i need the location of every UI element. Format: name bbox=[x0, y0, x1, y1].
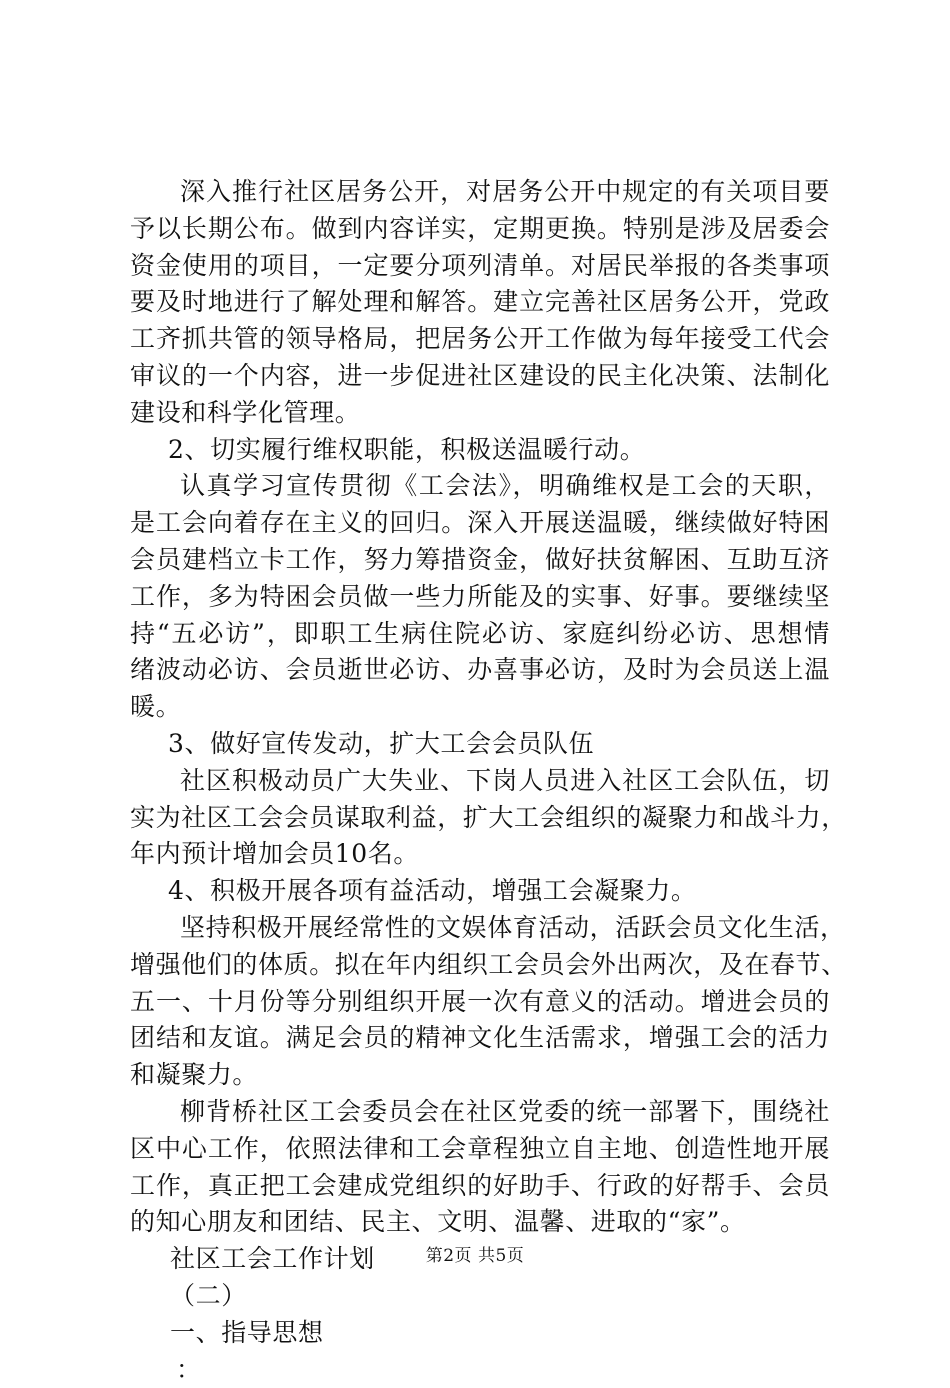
section-number: （二） bbox=[130, 1278, 830, 1315]
paragraph-line: 年内预计增加会员10名。 bbox=[130, 836, 830, 873]
section-heading: 2、切实履行维权职能，积极送温暖行动。 bbox=[130, 432, 830, 469]
paragraph-line: 予以长期公布。做到内容详实，定期更换。特别是涉及居委会 bbox=[130, 211, 830, 248]
paragraph-line: 持“五必访”，即职工生病住院必访、家庭纠纷必访、思想情 bbox=[130, 616, 830, 653]
paragraph-line: 工作，多为特困会员做一些力所能及的实事、好事。要继续坚 bbox=[130, 579, 830, 616]
paragraph-line: 团结和友谊。满足会员的精神文化生活需求，增强工会的活力 bbox=[130, 1020, 830, 1057]
paragraph-line: ： bbox=[130, 1352, 830, 1388]
paragraph-line: 暖。 bbox=[130, 689, 830, 726]
paragraph-line: 工齐抓共管的领导格局，把居务公开工作做为每年接受工代会 bbox=[130, 321, 830, 358]
paragraph-line: 区中心工作，依照法律和工会章程独立自主地、创造性地开展 bbox=[130, 1131, 830, 1168]
document-body bbox=[130, 174, 830, 1388]
paragraph-line: 工作，真正把工会建成党组织的好助手、行政的好帮手、会员 bbox=[130, 1168, 830, 1205]
paragraph-line: 认真学习宣传贯彻《工会法》，明确维权是工会的天职， bbox=[130, 468, 830, 505]
paragraph-line: 实为社区工会会员谋取利益，扩大工会组织的凝聚力和战斗力， bbox=[130, 800, 830, 837]
paragraph-line: 增强他们的体质。拟在年内组织工会员会外出两次，及在春节、 bbox=[130, 947, 830, 984]
paragraph-line: 五一、十月份等分别组织开展一次有意义的活动。增进会员的 bbox=[130, 984, 830, 1021]
paragraph-line: 社区积极动员广大失业、下岗人员进入社区工会队伍，切 bbox=[130, 763, 830, 800]
paragraph-line: 深入推行社区居务公开，对居务公开中规定的有关项目要 bbox=[130, 174, 830, 211]
paragraph-line: 要及时地进行了解处理和解答。建立完善社区居务公开，党政 bbox=[130, 284, 830, 321]
paragraph-line: 坚持积极开展经常性的文娱体育活动，活跃会员文化生活， bbox=[130, 910, 830, 947]
paragraph-line: 柳背桥社区工会委员会在社区党委的统一部署下，围绕社 bbox=[130, 1094, 830, 1131]
paragraph-line: 和凝聚力。 bbox=[130, 1057, 830, 1094]
section-title: 社区工会工作计划 bbox=[130, 1241, 830, 1278]
section-heading: 一、指导思想 bbox=[130, 1315, 830, 1352]
paragraph-line: 资金使用的项目，一定要分项列清单。对居民举报的各类事项 bbox=[130, 248, 830, 285]
paragraph-line: 的知心朋友和团结、民主、文明、温馨、进取的“家”。 bbox=[130, 1204, 830, 1241]
paragraph-line: 会员建档立卡工作，努力筹措资金，做好扶贫解困、互助互济 bbox=[130, 542, 830, 579]
page-number-footer: 第2页 共5页 bbox=[0, 1241, 950, 1266]
section-heading: 3、做好宣传发动，扩大工会会员队伍 bbox=[130, 726, 830, 763]
section-heading: 4、积极开展各项有益活动，增强工会凝聚力。 bbox=[130, 873, 830, 910]
paragraph-line: 建设和科学化管理。 bbox=[130, 395, 830, 432]
paragraph-line: 审议的一个内容，进一步促进社区建设的民主化决策、法制化 bbox=[130, 358, 830, 395]
paragraph-line: 绪波动必访、会员逝世必访、办喜事必访，及时为会员送上温 bbox=[130, 652, 830, 689]
paragraph-line: 是工会向着存在主义的回归。深入开展送温暖，继续做好特困 bbox=[130, 505, 830, 542]
